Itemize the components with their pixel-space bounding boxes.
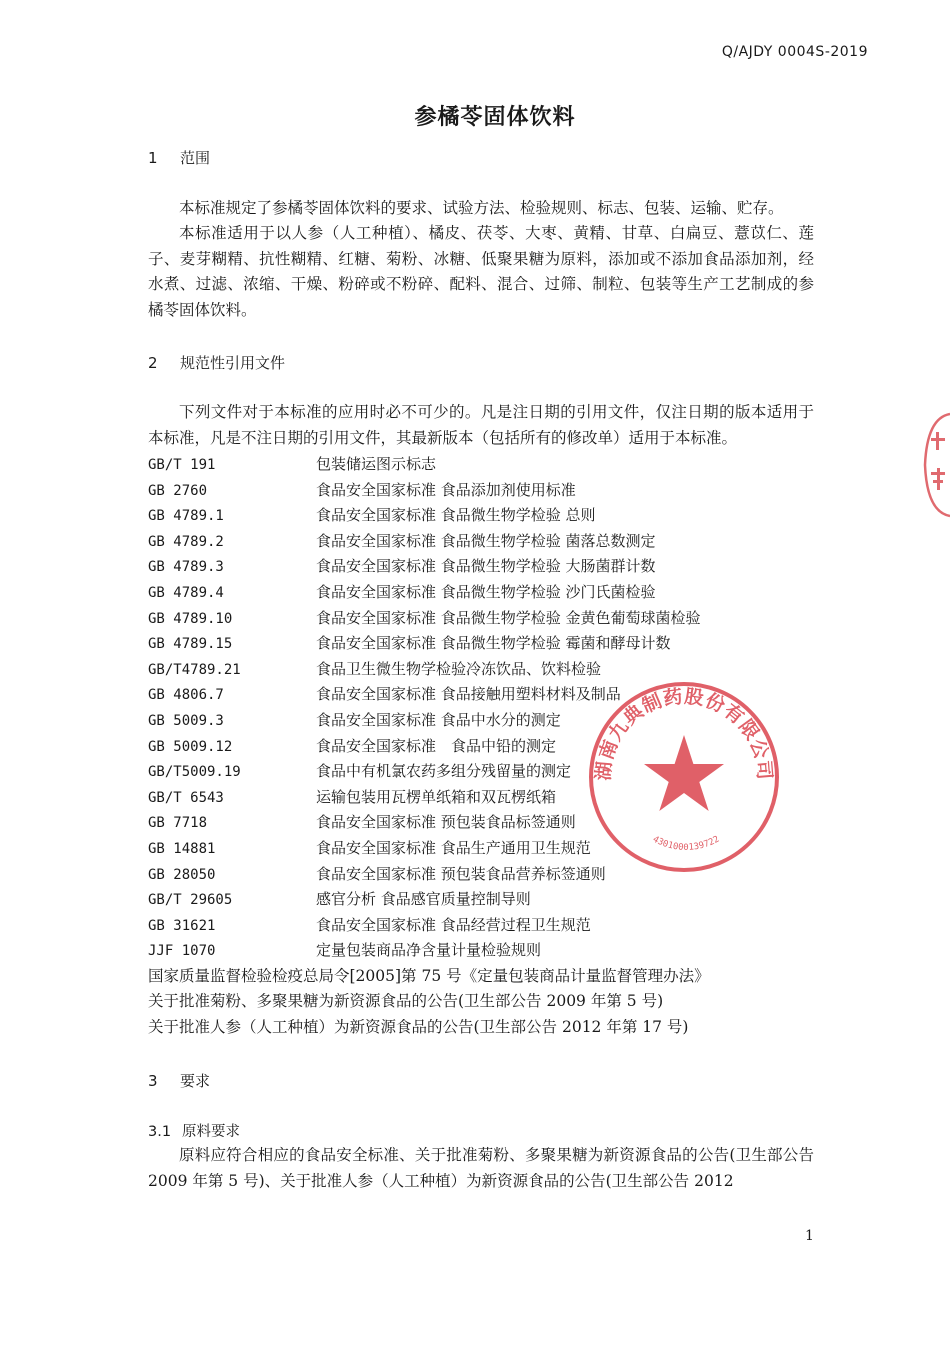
reference-row xyxy=(148,478,828,504)
reference-title: 食品安全国家标准 食品添加剂使用标准 xyxy=(316,480,576,499)
section-3-heading xyxy=(148,1070,210,1091)
reference-row xyxy=(148,938,828,964)
section-2-heading xyxy=(148,352,285,373)
edge-stamp-fragment xyxy=(921,410,950,520)
reference-code: GB 14881 xyxy=(148,840,216,857)
reference-title: 食品安全国家标准 预包装食品营养标签通则 xyxy=(316,864,606,883)
reference-code: GB 4789.3 xyxy=(148,559,224,576)
reference-document: 国家质量监督检验检疫总局令[2005]第 75 号《定量包装商品计量监督管理办法》 xyxy=(148,966,710,985)
page-number: 1 xyxy=(805,1228,814,1244)
reference-title: 感官分析 食品感官质量控制导则 xyxy=(316,890,531,909)
reference-code: GB 7718 xyxy=(148,815,208,832)
reference-row xyxy=(148,503,828,529)
reference-row xyxy=(148,631,828,657)
reference-title: 包装储运图示标志 xyxy=(316,455,437,473)
reference-code: GB 4789.1 xyxy=(148,508,224,525)
reference-code: GB 4789.10 xyxy=(148,610,233,627)
reference-row xyxy=(148,913,828,939)
reference-code: GB 4789.4 xyxy=(148,584,224,601)
reference-row xyxy=(148,606,828,632)
seal-number: 4301000139722 xyxy=(650,834,722,853)
reference-code: GB 28050 xyxy=(148,866,216,883)
reference-row xyxy=(148,580,828,606)
reference-code: GB 5009.12 xyxy=(148,738,233,755)
reference-title: 食品安全国家标准 食品经营过程卫生规范 xyxy=(316,915,591,934)
svg-text:4301000139722 xyxy=(651,835,721,853)
standard-code: Q/AJDY 0004S-2019 xyxy=(721,44,868,60)
section-title: 要求 xyxy=(180,1072,211,1090)
subsection-3-1-heading xyxy=(148,1120,240,1141)
refs-intro-paragraph: 下列文件对于本标准的应用时必不可少的。凡是注日期的引用文件，仅注日期的版本适用于本标准，凡是不注日期的引用文件，其最新版本（包括所有的修改单）适用于本标准。 xyxy=(148,403,814,447)
reference-row xyxy=(148,554,828,580)
reference-code: GB 5009.3 xyxy=(148,712,224,729)
document-title: 参橘苓固体饮料 xyxy=(414,105,576,130)
subsection-title: 原料要求 xyxy=(182,1124,240,1140)
reference-code: GB/T 6543 xyxy=(148,789,224,806)
reference-row xyxy=(148,529,828,555)
reference-title: 食品安全国家标准 食品微生物学检验 金黄色葡萄球菌检验 xyxy=(316,608,701,627)
reference-row xyxy=(148,452,828,478)
reference-document: 关于批准人参（人工种植）为新资源食品的公告(卫生部公告 2012 年第 17 号) xyxy=(148,1018,689,1037)
section-number: 2 xyxy=(148,354,158,372)
reference-title: 食品安全国家标准 食品微生物学检验 大肠菌群计数 xyxy=(316,557,656,576)
subsection-number: 3.1 xyxy=(148,1124,172,1140)
seal-star-icon xyxy=(644,735,724,811)
reference-document: 关于批准菊粉、多聚果糖为新资源食品的公告(卫生部公告 2009 年第 5 号) xyxy=(148,992,664,1011)
reference-title: 食品卫生微生物学检验冷冻饮品、饮料检验 xyxy=(316,659,602,678)
raw-material-paragraph: 原料应符合相应的食品安全标准、关于批准菊粉、多聚果糖为新资源食品的公告(卫生部公告 2009 年第 5 号)、关于批准人参（人工种植）为新资源食品的公告(卫生部公告 2012 xyxy=(148,1146,814,1190)
reference-row xyxy=(148,887,828,913)
reference-code: GB/T4789.21 xyxy=(148,661,241,678)
reference-code: GB/T5009.19 xyxy=(148,764,241,781)
section-title: 规范性引用文件 xyxy=(180,354,286,372)
reference-title: 食品安全国家标准 食品微生物学检验 总则 xyxy=(316,506,596,525)
section-1-heading xyxy=(148,147,210,168)
section-title: 范围 xyxy=(180,149,211,167)
reference-title: 食品安全国家标准 食品微生物学检验 沙门氏菌检验 xyxy=(316,582,656,601)
reference-code: GB 4806.7 xyxy=(148,687,224,704)
reference-code: GB 31621 xyxy=(148,917,216,934)
company-seal xyxy=(584,677,784,877)
reference-title: 食品安全国家标准 食品接触用塑料材料及制品 xyxy=(316,685,621,704)
reference-title: 运输包装用瓦楞单纸箱和双瓦楞纸箱 xyxy=(316,787,557,806)
reference-title: 食品中有机氯农药多组分残留量的测定 xyxy=(316,762,572,781)
scope-paragraph-1: 本标准规定了参橘苓固体饮料的要求、试验方法、检验规则、标志、包装、运输、贮存。 xyxy=(179,199,784,217)
reference-code: JJF 1070 xyxy=(148,943,216,960)
reference-title: 食品安全国家标准 预包装食品标签通则 xyxy=(316,813,576,832)
reference-code: GB/T 191 xyxy=(148,457,216,473)
reference-title: 定量包装商品净含量计量检验规则 xyxy=(316,941,542,960)
reference-title: 食品安全国家标准 食品微生物学检验 霉菌和酵母计数 xyxy=(316,634,671,653)
scope-paragraph-2: 本标准适用于以人参（人工种植）、橘皮、茯苓、大枣、黄精、甘草、白扁豆、薏苡仁、莲子、麦芽糊精、抗性糊精、红糖、菊粉、冰糖、低聚果糖为原料，添加或不添加食品添加剂，经水煮、过滤、浓缩、干燥、粉碎或不粉碎、配料、混合、过筛、制粒、包装等生产工艺制成的参橘苓固体饮料。 xyxy=(148,224,814,319)
section-number: 1 xyxy=(148,149,158,167)
reference-code: GB 2760 xyxy=(148,482,208,499)
seal-text: 湖南九典制药股份有限公司 xyxy=(592,685,776,782)
section-number: 3 xyxy=(148,1072,158,1090)
reference-code: GB 4789.2 xyxy=(148,533,224,550)
reference-code: GB 4789.15 xyxy=(148,636,233,653)
reference-code: GB/T 29605 xyxy=(148,892,233,909)
reference-title: 食品安全国家标准 食品微生物学检验 菌落总数测定 xyxy=(316,531,656,550)
reference-title: 食品安全国家标准 食品生产通用卫生规范 xyxy=(316,838,591,857)
reference-title: 食品安全国家标准 食品中水分的测定 xyxy=(316,710,561,729)
reference-title: 食品安全国家标准 食品中铅的测定 xyxy=(316,736,557,755)
